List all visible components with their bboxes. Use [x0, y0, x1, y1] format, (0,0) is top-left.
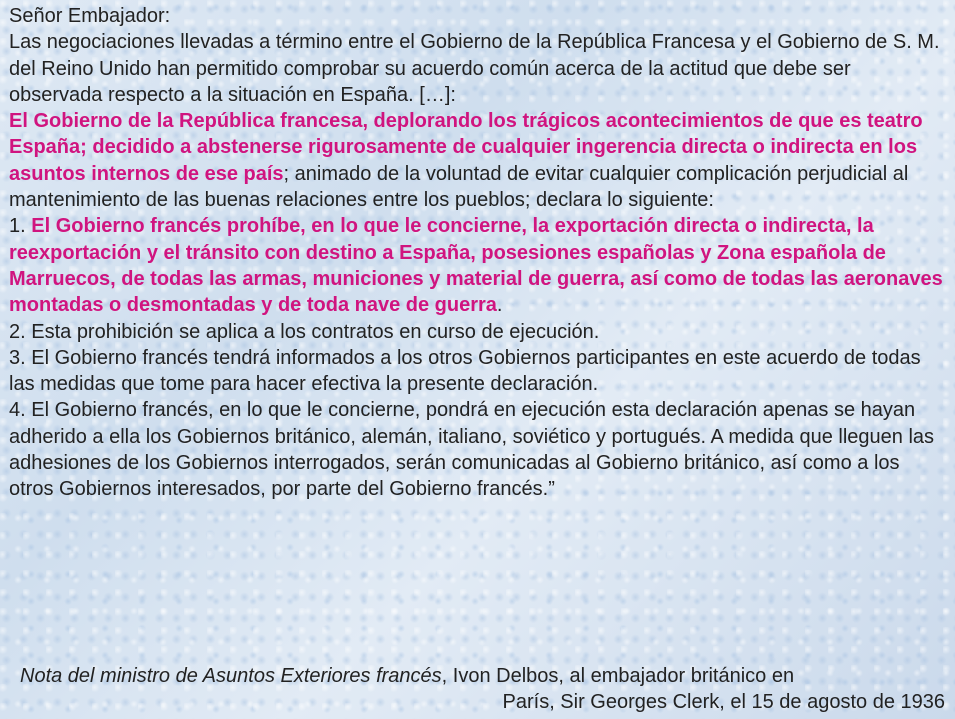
item-1-end: .: [496, 294, 503, 317]
citation-line-2: París, Sir Georges Clerk, el 15 de agosto de 1936: [502, 691, 945, 713]
citation-line-1-rest: , Ivon Delbos, al embajador británico en: [441, 665, 795, 687]
item-1-highlight-b: Marruecos, de todas las armas, municiones y material de guerra, así como de todas las aeronaves montadas o desmontadas y de toda nave de guerra: [9, 267, 943, 317]
item-2: 2. Esta prohibición se aplica a los contratos en curso de ejecución.: [9, 320, 600, 343]
declaration-paragraph: [9, 108, 949, 213]
intro-paragraph: Las negociaciones llevadas a término entre el Gobierno de la República Francesa y el Gobierno de S. M. del Reino Unido han permitido comprobar su acuerdo común acerca de la actitud que debe ser observada respecto a la situación en España. […]:: [9, 31, 940, 106]
citation-italic: Nota del ministro de Asuntos Exteriores francés: [20, 665, 442, 687]
declaration-highlight: El Gobierno de la República francesa, deplorando los trágicos acontecimientos de que es teatro España; decidido a abstenerse rigurosamente de cualquier ingerencia directa o indirecta en los asuntos internos de ese país: [9, 110, 923, 185]
document-body: [9, 3, 949, 503]
citation-footer: [20, 663, 945, 715]
declaration-rest: ; animado de la voluntad de evitar cualquier complicación perjudicial al mantenimiento de las buenas relaciones entre los pueblos; declara lo siguiente:: [9, 162, 909, 212]
item-4: 4. El Gobierno francés, en lo que le concierne, pondrá en ejecución esta declaración apenas se hayan adherido a ella los Gobiernos británico, alemán, italiano, soviético y portugués. A medida que lleguen las adhesiones de los Gobiernos interrogados, serán comunicadas al Gobierno británico, así como a los otros Gobiernos interesados, por parte del Gobierno francés.”: [9, 399, 935, 501]
citation-line-1: [20, 663, 945, 689]
salutation: Señor Embajador:: [9, 5, 171, 27]
item-1-continued: [9, 266, 949, 319]
item-3: 3. El Gobierno francés tendrá informados a los otros Gobiernos participantes en este acuerdo de todas las medidas que tome para hacer efectiva la presente declaración.: [9, 346, 921, 396]
item-1: [9, 213, 949, 266]
item-1-highlight-a: El Gobierno francés prohíbe, en lo que le concierne, la exportación directa o indirecta, la reexportación y el tránsito con destino a España, posesiones españolas y Zona española de: [9, 215, 886, 264]
item-1-number: 1.: [9, 215, 32, 238]
